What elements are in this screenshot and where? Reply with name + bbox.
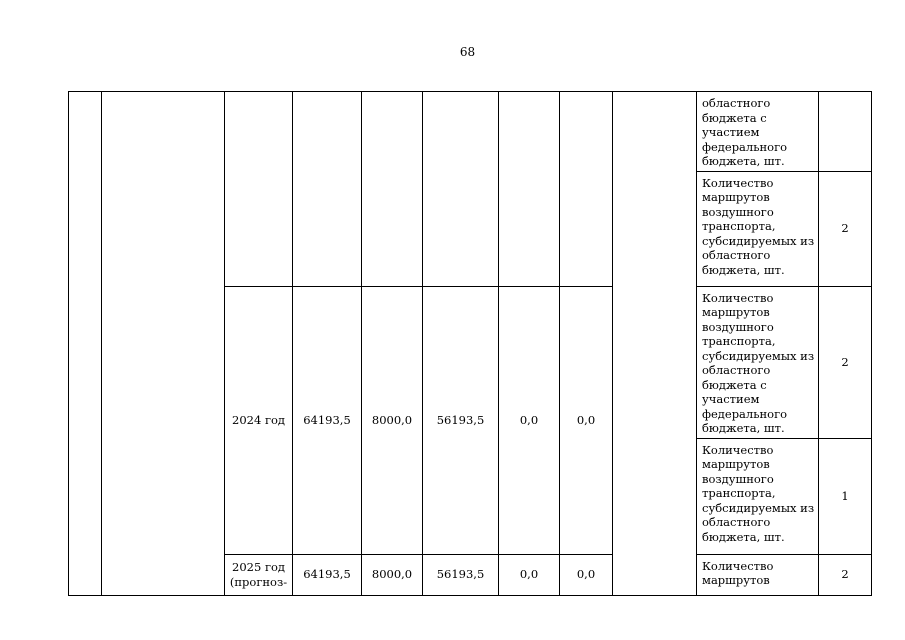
federal-budget-cell: 8000,0 bbox=[362, 554, 423, 595]
indicator-name: Количество маршрутов воздушного транспорта, субсидируемых из областного бюджета с участием федерального бюджета, шт. bbox=[697, 286, 819, 438]
period-cell bbox=[225, 554, 293, 595]
period-cell: 2024 год bbox=[225, 286, 293, 554]
total-cell: 64193,5 bbox=[293, 286, 362, 554]
indicator-value: 2 bbox=[819, 171, 872, 286]
indicator-name: Количество маршрутов bbox=[697, 554, 819, 595]
regional-budget-cell: 56193,5 bbox=[423, 286, 499, 554]
indicator-value bbox=[819, 92, 872, 172]
federal-budget-cell bbox=[362, 92, 423, 287]
indicator-name: Количество маршрутов воздушного транспорта, субсидируемых из областного бюджета, шт. bbox=[697, 438, 819, 554]
regional-budget-cell bbox=[423, 92, 499, 287]
federal-budget-cell: 8000,0 bbox=[362, 286, 423, 554]
measure-name-cell bbox=[102, 92, 225, 596]
indicator-value: 1 bbox=[819, 438, 872, 554]
table-row bbox=[69, 92, 872, 172]
period-label-line2: (прогноз- bbox=[229, 574, 288, 589]
local-budget-cell: 0,0 bbox=[499, 554, 560, 595]
period-label-line1: 2025 год bbox=[232, 559, 285, 574]
indicator-name: Количество маршрутов воздушного транспорта, субсидируемых из областного бюджета, шт. bbox=[697, 171, 819, 286]
other-sources-cell: 0,0 bbox=[560, 554, 613, 595]
indicator-name: областного бюджета с участием федерального бюджета, шт. bbox=[697, 92, 819, 172]
local-budget-cell bbox=[499, 92, 560, 287]
period-cell bbox=[225, 92, 293, 287]
page-number: 68 bbox=[459, 45, 476, 59]
total-cell: 64193,5 bbox=[293, 554, 362, 595]
other-sources-cell bbox=[560, 92, 613, 287]
executor-cell bbox=[613, 92, 697, 596]
program-funding-table bbox=[68, 91, 872, 596]
indicator-value: 2 bbox=[819, 554, 872, 595]
other-sources-cell: 0,0 bbox=[560, 286, 613, 554]
regional-budget-cell: 56193,5 bbox=[423, 554, 499, 595]
total-cell bbox=[293, 92, 362, 287]
number-cell bbox=[69, 92, 102, 596]
indicator-value: 2 bbox=[819, 286, 872, 438]
local-budget-cell: 0,0 bbox=[499, 286, 560, 554]
